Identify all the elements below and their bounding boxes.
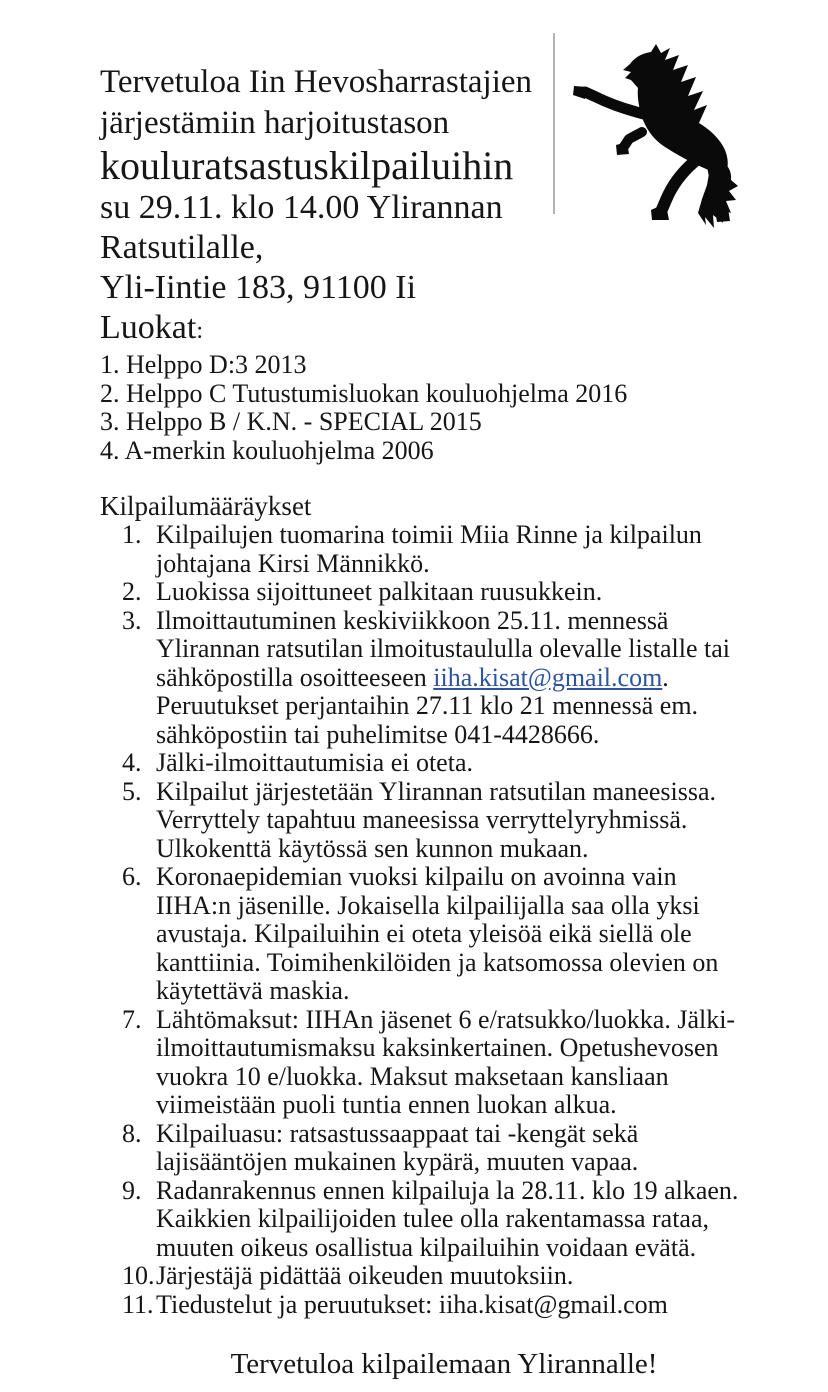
rule-item	[100, 521, 744, 578]
event-date-line: su 29.11. klo 14.00 Ylirannan	[100, 189, 503, 226]
rule-text: Ilmoittautuminen keskiviikkoon 25.11. mennessä Ylirannan ratsutilan ilmoitustaululla olevalle listalle tai sähköpostilla osoitteeseen	[156, 605, 731, 692]
classes-heading-colon: :	[196, 318, 203, 344]
rule-item	[100, 1120, 744, 1177]
class-list-item: 3. Helppo B / K.N. - SPECIAL 2015	[100, 407, 482, 437]
footer-welcome: Tervetuloa kilpailemaan Ylirannalle!	[230, 1348, 658, 1381]
rule-number: 7.	[122, 1004, 142, 1034]
rule-item	[100, 1177, 744, 1263]
title-line-1: Tervetuloa Iin Hevosharrastajien	[100, 64, 533, 100]
rule-number: 9.	[122, 1175, 142, 1205]
venue-line: Ratsutilalle,	[100, 229, 264, 266]
rule-item	[100, 1006, 744, 1120]
rule-text: Kilpailuasu: ratsastussaappaat tai -kengät sekä lajisääntöjen mukainen kypärä, muuten vapaa.	[156, 1118, 639, 1177]
rule-number: 6.	[122, 862, 142, 892]
rule-text: Järjestäjä pidättää oikeuden muutoksiin.	[156, 1261, 574, 1291]
rule-text: Luokissa sijoittuneet palkitaan ruusukkein.	[156, 577, 603, 607]
rule-text: Kilpailut järjestetään Ylirannan ratsutilan maneesissa. Verryttely tapahtuu maneesissa verryttelyryhmissä. Ulkokenttä käytössä sen kunnon mukaan.	[156, 776, 717, 863]
rule-number: 1.	[122, 520, 142, 550]
rule-item	[100, 1262, 744, 1291]
rule-text: Kilpailujen tuomarina toimii Miia Rinne ja kilpailun johtajana Kirsi Männikkö.	[156, 520, 702, 578]
email-link[interactable]: iiha.kisat@gmail.com	[433, 662, 663, 692]
rule-text: Tiedustelut ja peruutukset: iiha.kisat@gmail.com	[156, 1289, 668, 1319]
rule-number: 11.	[122, 1289, 154, 1319]
rule-number: 8.	[122, 1118, 142, 1148]
classes-heading	[100, 308, 740, 351]
address-line: Yli-Iintie 183, 91100 Ii	[100, 269, 417, 306]
title-line-2: järjestämiin harjoitustason	[100, 105, 450, 141]
rule-text: Koronaepidemian vuoksi kilpailu on avoinna vain IIHA:n jäsenille. Jokaisella kilpailijalla saa olla yksi avustaja. Kilpailuihin ei oteta yleisöä eikä siellä ole kanttiinia. Toimihenkilöiden ja katsomossa olevien on käytettävä maskia.	[156, 862, 719, 1006]
rule-item	[100, 578, 744, 607]
rule-item	[100, 863, 744, 1006]
class-list-item: 2. Helppo C Tutustumisluokan kouluohjelma 2016	[100, 378, 628, 408]
rule-item	[100, 1291, 744, 1320]
rules-heading: Kilpailumääräykset	[100, 491, 312, 522]
rule-number: 2.	[122, 577, 142, 607]
class-list-item: 4. A-merkin kouluohjelma 2006	[100, 435, 434, 465]
rule-text: . Peruutukset perjantaihin 27.11 klo 21 mennessä em. sähköpostiin tai puhelimitse 041-4428666.	[156, 662, 699, 749]
document-body	[100, 62, 740, 1385]
rule-text: Lähtömaksut: IIHAn jäsenet 6 e/ratsukko/luokka. Jälki-ilmoittautumismaksu kaksinkertainen. Opetushevosen vuokra 10 e/luokka. Maksut maksetaan kansliaan viimeistään puoli tuntia ennen luokan alkua.	[156, 1004, 736, 1120]
rule-item	[100, 778, 744, 864]
rule-number: 5.	[122, 776, 142, 806]
rule-text: Jälki-ilmoittautumisia ei oteta.	[156, 748, 473, 778]
rule-number: 10.	[122, 1261, 155, 1291]
rule-item	[100, 749, 744, 778]
rule-number: 4.	[122, 748, 142, 778]
rule-item	[100, 607, 744, 750]
title-line-3: kouluratsastuskilpailuihin	[100, 143, 514, 188]
rule-text: Radanrakennus ennen kilpailuja la 28.11. klo 19 alkaen. Kaikkien kilpailijoiden tulee olla rakentamassa rataa, muuten oikeus osallistua kilpailuihin voidaan evätä.	[156, 1175, 739, 1262]
rule-number: 3.	[122, 605, 142, 635]
classes-heading-label: Luokat	[100, 309, 197, 346]
class-list-item: 1. Helppo D:3 2013	[100, 350, 307, 379]
